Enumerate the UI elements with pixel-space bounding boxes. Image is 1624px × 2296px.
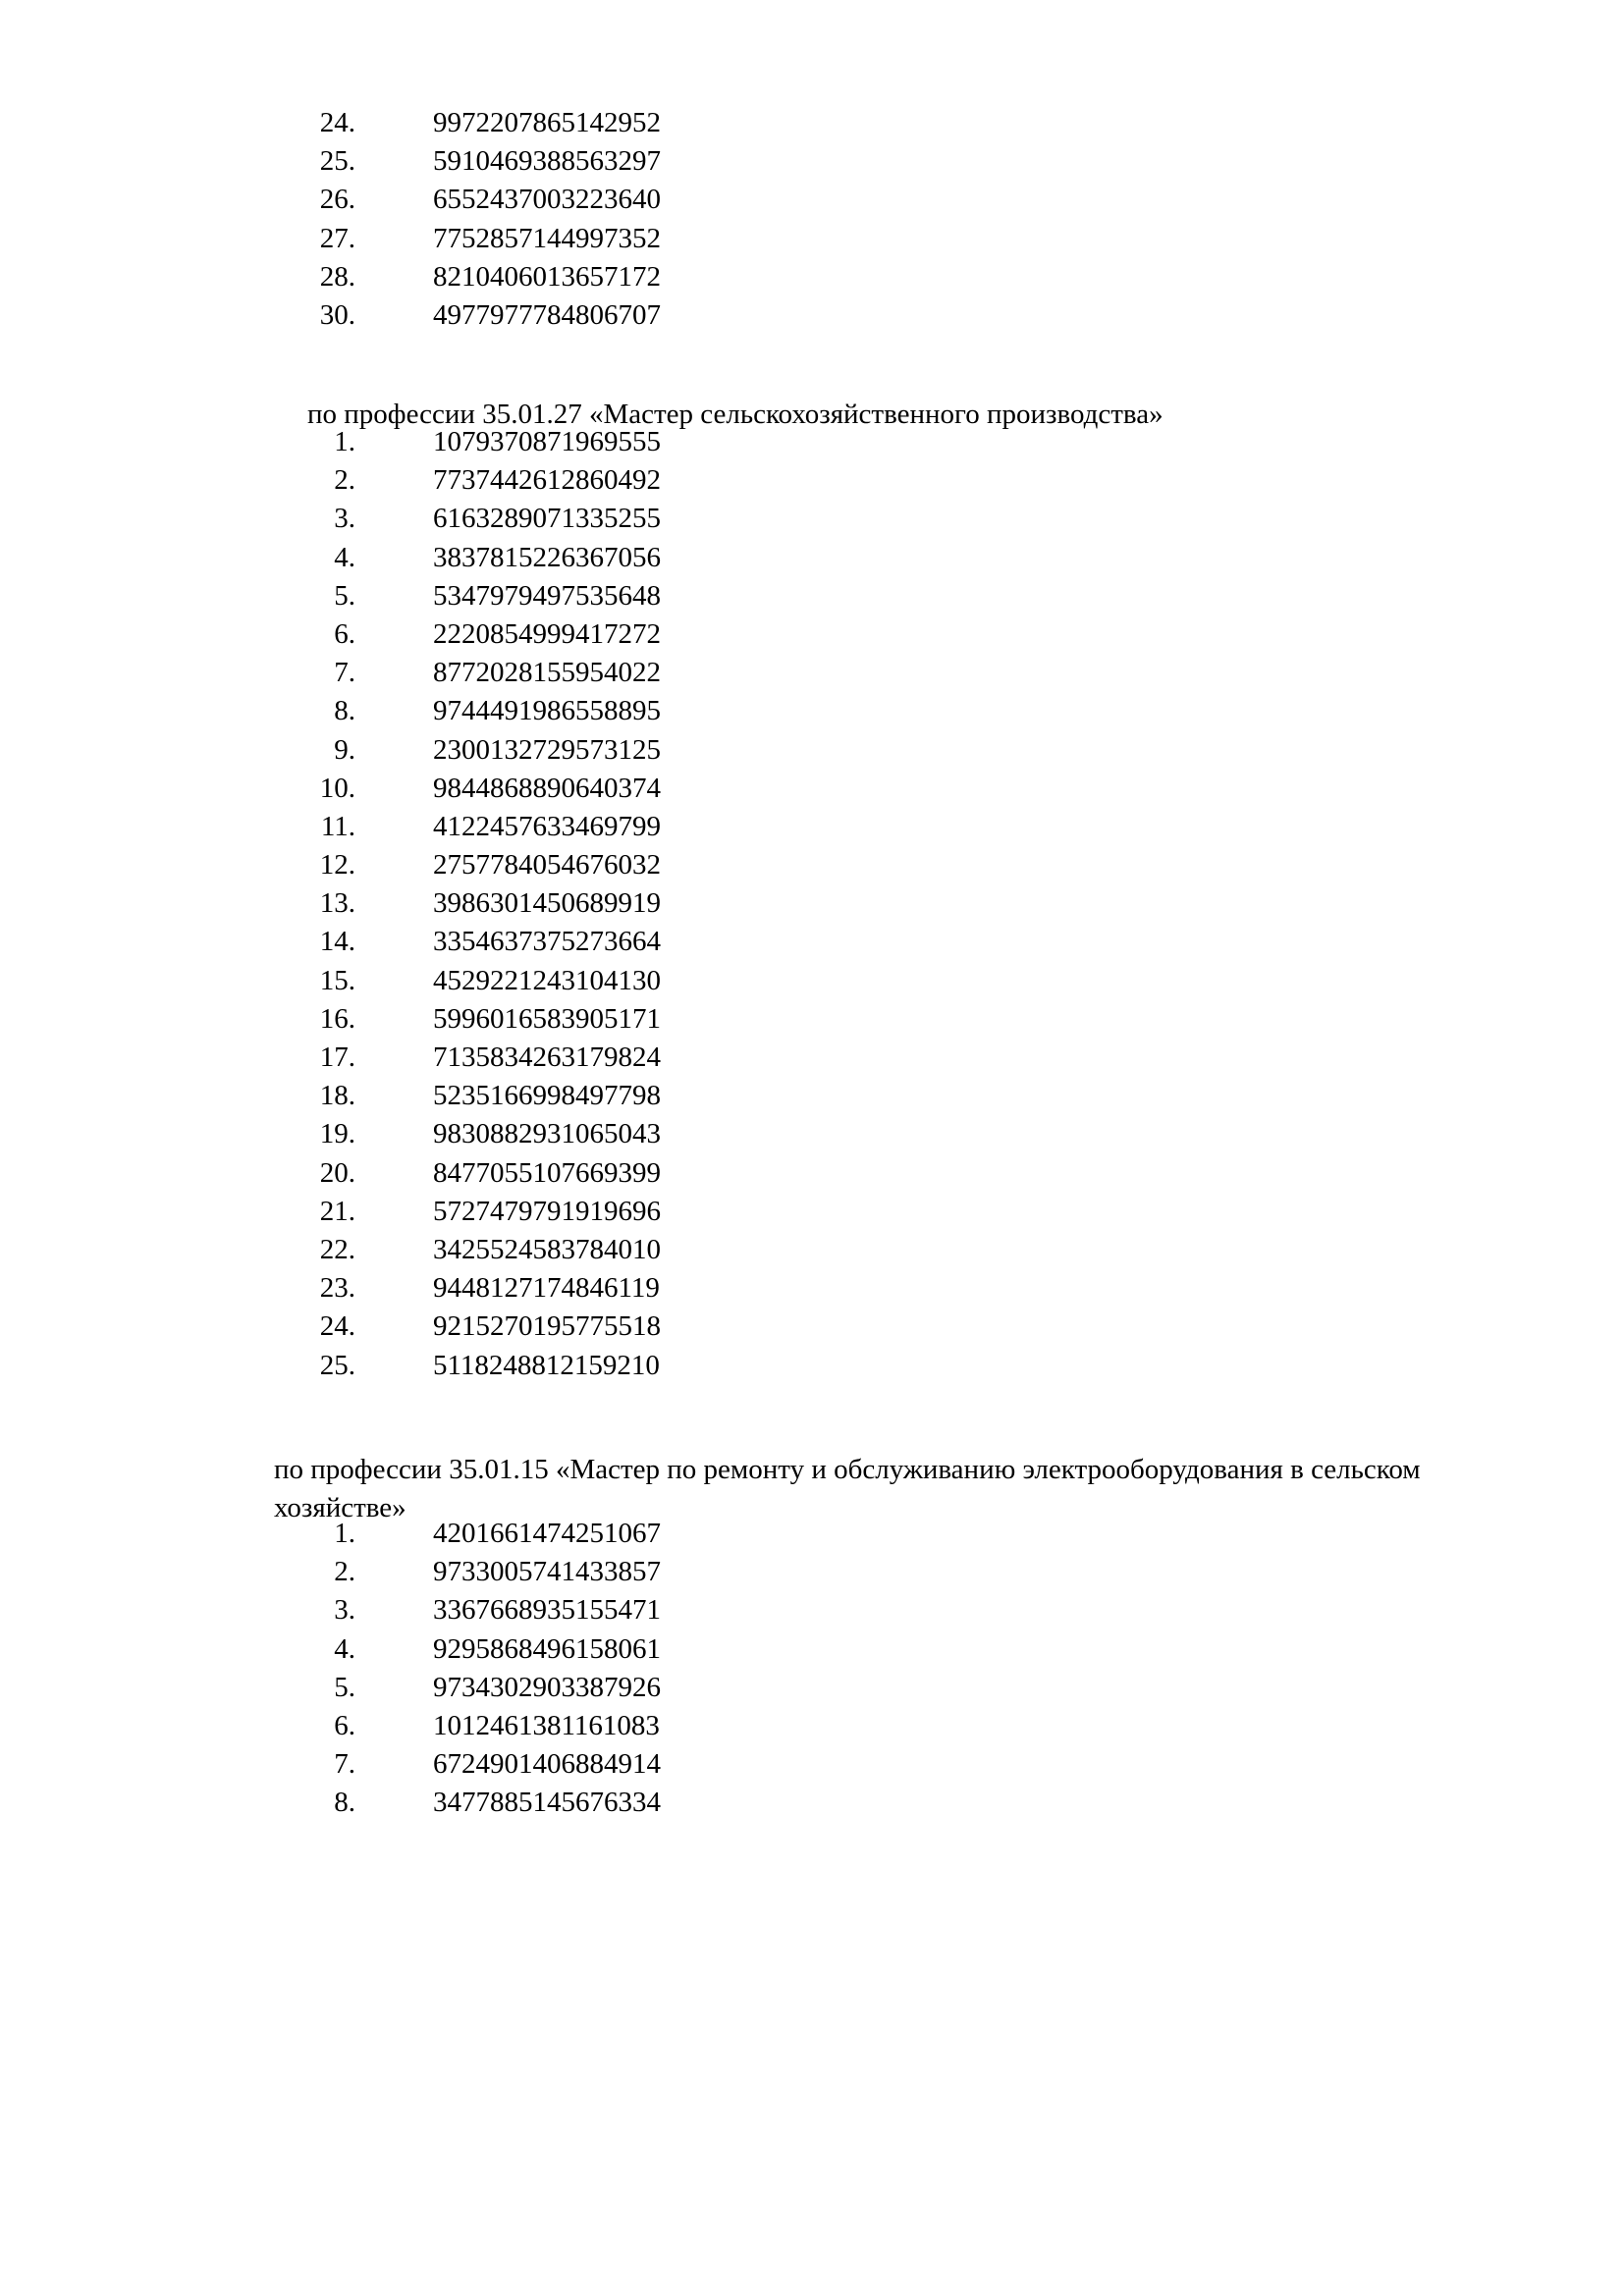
- list-item-code: 3425524583784010: [433, 1233, 661, 1265]
- list-item-code: 5118248812159210: [433, 1349, 660, 1381]
- list-item-number: 7.: [334, 1748, 355, 1781]
- list-item-code: 4977977784806707: [433, 298, 661, 331]
- list-item-number: 22.: [319, 1233, 355, 1265]
- list-item-code: 8210406013657172: [433, 260, 661, 293]
- list-item-number: 14.: [319, 926, 355, 958]
- list-item-code: 1012461381161083: [433, 1709, 660, 1741]
- list-item: [0, 731, 1624, 770]
- list-item-code: 4529221243104130: [433, 964, 661, 996]
- list-item-code: 3354637375273664: [433, 926, 661, 958]
- list-item-code: 5235166998497798: [433, 1080, 661, 1112]
- continued-list: [0, 104, 1624, 335]
- list-item-number: 12.: [319, 849, 355, 881]
- list-item-code: 3477885145676334: [433, 1787, 661, 1819]
- list-item-number: 7.: [334, 657, 355, 689]
- list-item-code: 9972207865142952: [433, 107, 661, 138]
- list-item-number: 3.: [334, 503, 355, 535]
- list-item-number: 2.: [334, 464, 355, 497]
- list-item-code: 9734302903387926: [433, 1671, 661, 1703]
- list-item-code: 6724901406884914: [433, 1748, 661, 1781]
- list-item: [0, 1039, 1624, 1077]
- list-item-number: 4.: [334, 1632, 355, 1665]
- list-item-code: 2757784054676032: [433, 849, 661, 881]
- list-item: [0, 1669, 1624, 1707]
- list-item: [0, 1269, 1624, 1308]
- list-item-code: 8772028155954022: [433, 657, 661, 689]
- list-item-code: 5910469388563297: [433, 145, 661, 178]
- list-item-number: 13.: [319, 887, 355, 920]
- list-item-number: 9.: [334, 733, 355, 766]
- list-item-number: 24.: [319, 1310, 355, 1343]
- list-item: [0, 1707, 1624, 1745]
- list-item-number: 18.: [319, 1080, 355, 1112]
- list-item: [0, 1231, 1624, 1269]
- list-item-code: 8477055107669399: [433, 1156, 661, 1189]
- list-item-number: 5.: [334, 1671, 355, 1703]
- list-item: [0, 1308, 1624, 1346]
- list-item-code: 7737442612860492: [433, 464, 661, 497]
- list-item-code: 3837815226367056: [433, 541, 661, 573]
- list-item-code: 9215270195775518: [433, 1310, 661, 1343]
- list-item: [0, 577, 1624, 615]
- list-item-number: 16.: [319, 1002, 355, 1035]
- list-35-01-15: [0, 1515, 1624, 1823]
- list-item-number: 30.: [319, 298, 355, 331]
- list-item-number: 23.: [319, 1272, 355, 1305]
- list-item: [0, 181, 1624, 219]
- list-item-code: 5347979497535648: [433, 579, 661, 612]
- list-item-number: 3.: [334, 1594, 355, 1627]
- section-heading-35-01-15: по профессии 35.01.15 «Мастер по ремонту и обслуживанию электрооборудования в сельском хозяйстве»: [274, 1454, 1421, 1523]
- list-item: [0, 500, 1624, 538]
- list-item: [0, 1553, 1624, 1591]
- list-item-code: 9830882931065043: [433, 1118, 661, 1150]
- list-item-number: 25.: [319, 1349, 355, 1381]
- list-item-number: 1.: [334, 1518, 355, 1549]
- list-item-code: 4201661474251067: [433, 1518, 661, 1549]
- list-item-code: 6163289071335255: [433, 503, 661, 535]
- list-item-code: 7135834263179824: [433, 1041, 661, 1073]
- list-item-number: 6.: [334, 1709, 355, 1741]
- list-item: [0, 258, 1624, 296]
- list-item: [0, 1745, 1624, 1784]
- list-item: [0, 220, 1624, 258]
- list-item-number: 2.: [334, 1556, 355, 1588]
- list-item-number: 6.: [334, 617, 355, 650]
- section-heading-35-01-27: по профессии 35.01.27 «Мастер сельскохозяйственного производства»: [307, 399, 1164, 430]
- list-item-number: 19.: [319, 1118, 355, 1150]
- list-item-code: 9733005741433857: [433, 1556, 661, 1588]
- list-item: [0, 615, 1624, 654]
- list-item-number: 1.: [334, 426, 355, 457]
- list-item-number: 10.: [319, 772, 355, 804]
- list-item-code: 5996016583905171: [433, 1002, 661, 1035]
- list-item: [0, 692, 1624, 730]
- list-item: [0, 962, 1624, 1000]
- list-item: [0, 770, 1624, 808]
- list-item: [0, 539, 1624, 577]
- list-item-number: 24.: [319, 107, 355, 138]
- list-item-code: 4122457633469799: [433, 810, 661, 842]
- list-item: [0, 808, 1624, 846]
- list-item: [0, 923, 1624, 961]
- list-item-code: 2220854999417272: [433, 617, 661, 650]
- list-item-code: 9844868890640374: [433, 772, 661, 804]
- list-item-number: 4.: [334, 541, 355, 573]
- list-item: [0, 884, 1624, 923]
- list-item-number: 20.: [319, 1156, 355, 1189]
- list-item: [0, 104, 1624, 142]
- list-item-number: 5.: [334, 579, 355, 612]
- list-item-code: 5727479791919696: [433, 1195, 661, 1227]
- list-item: [0, 1115, 1624, 1153]
- list-item: [0, 1591, 1624, 1629]
- list-item-number: 17.: [319, 1041, 355, 1073]
- list-item-code: 2300132729573125: [433, 733, 661, 766]
- list-item: [0, 654, 1624, 692]
- list-item: [0, 142, 1624, 181]
- list-item-number: 27.: [319, 222, 355, 254]
- list-item: [0, 1193, 1624, 1231]
- list-item-number: 15.: [319, 964, 355, 996]
- list-item-code: 9448127174846119: [433, 1272, 660, 1305]
- list-item-code: 9744491986558895: [433, 695, 661, 727]
- list-item: [0, 461, 1624, 500]
- list-item: [0, 1784, 1624, 1822]
- list-item: [0, 846, 1624, 884]
- list-item-number: 8.: [334, 695, 355, 727]
- list-item-number: 21.: [319, 1195, 355, 1227]
- list-item-number: 11.: [320, 810, 355, 842]
- list-item-code: 1079370871969555: [433, 426, 661, 457]
- list-item-number: 28.: [319, 260, 355, 293]
- list-item: [0, 1515, 1624, 1553]
- list-item: [0, 1077, 1624, 1115]
- list-item-code: 7752857144997352: [433, 222, 661, 254]
- list-item: [0, 296, 1624, 335]
- list-item: [0, 1347, 1624, 1385]
- list-item-code: 6552437003223640: [433, 184, 661, 216]
- list-item-code: 3367668935155471: [433, 1594, 661, 1627]
- list-item: [0, 1630, 1624, 1669]
- list-item-number: 25.: [319, 145, 355, 178]
- list-item-code: 9295868496158061: [433, 1632, 661, 1665]
- list-item-number: 26.: [319, 184, 355, 216]
- list-35-01-27: [0, 423, 1624, 1385]
- list-item: [0, 1000, 1624, 1039]
- list-item-number: 8.: [334, 1787, 355, 1819]
- list-item: [0, 423, 1624, 461]
- list-item-code: 3986301450689919: [433, 887, 661, 920]
- list-item: [0, 1154, 1624, 1193]
